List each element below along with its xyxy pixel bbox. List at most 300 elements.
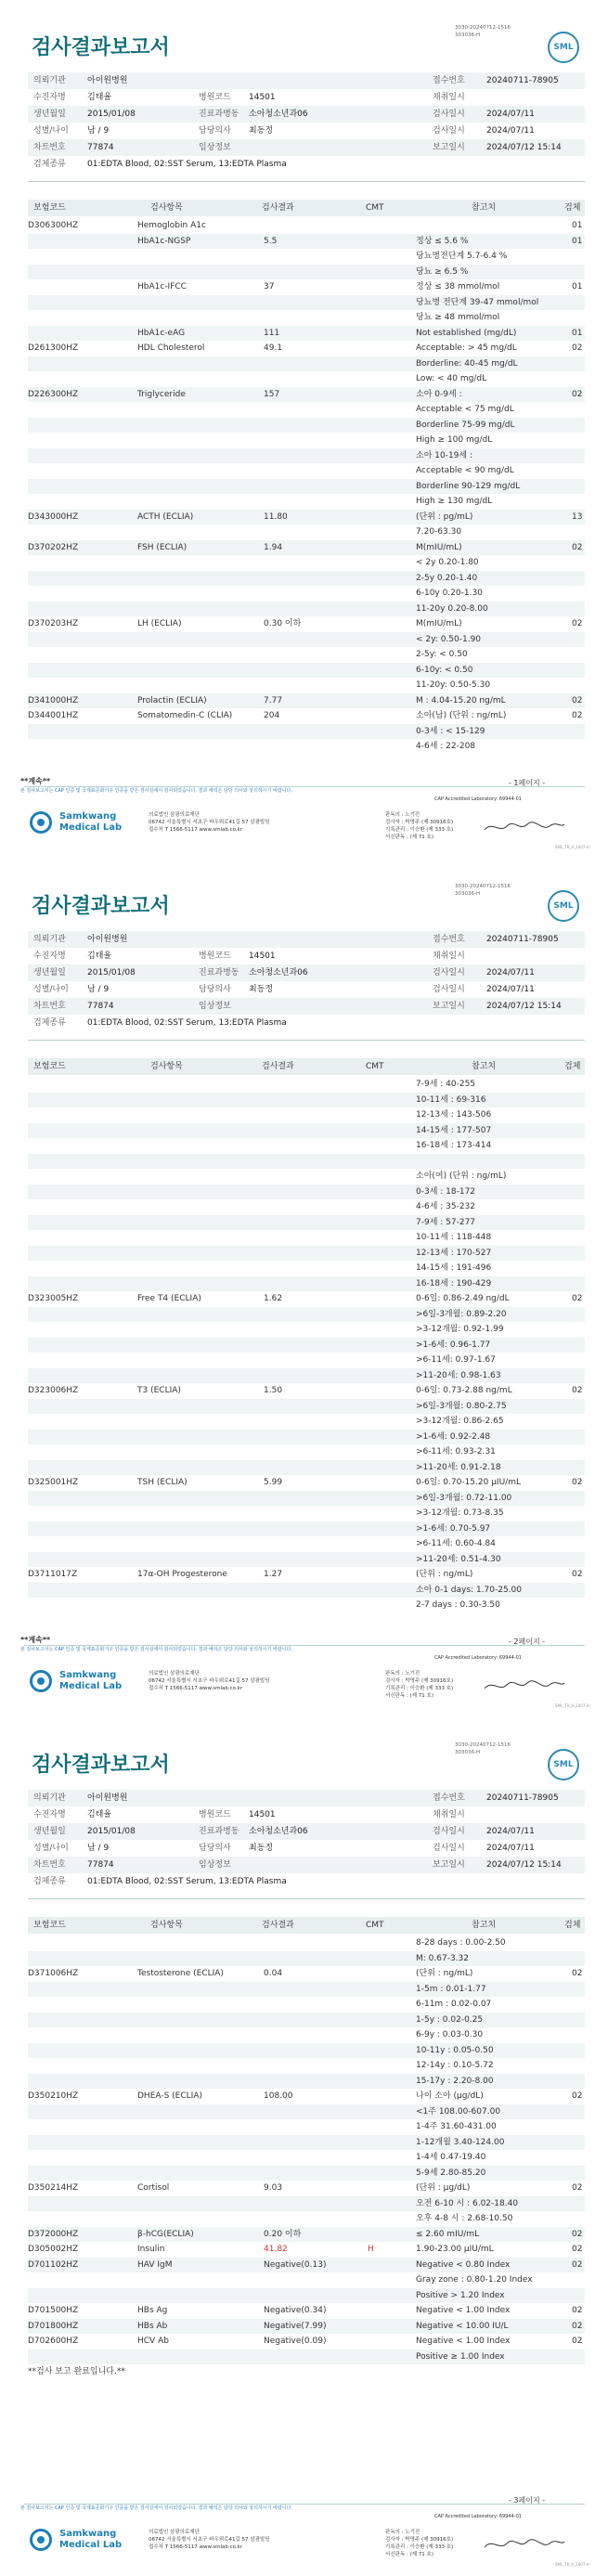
table-row <box>28 2349 585 2365</box>
table-row <box>28 2181 585 2196</box>
header-result: 검사결과 <box>262 1921 294 1930</box>
info-label: 채취일시 <box>433 93 465 102</box>
reference-range: (단위 : pg/mL) <box>416 511 473 522</box>
specimen-code: 02 <box>572 2259 583 2270</box>
table-row <box>28 1552 585 1568</box>
reference-range: >3-12개월: 0.86-2.65 <box>416 1417 504 1426</box>
signature-icon <box>483 1677 566 1694</box>
reference-range: 0-6일: 0.70-15.20 μIU/mL <box>416 1478 521 1487</box>
table-header <box>28 1058 585 1075</box>
info-value: 2024/07/11 <box>486 985 535 994</box>
reference-range: 나이 소아 (μg/dL) <box>416 2091 484 2101</box>
reference-range: Acceptable < 90 mg/dL <box>416 466 514 475</box>
info-label: 차트번호 <box>33 1002 66 1011</box>
info-row <box>28 72 585 89</box>
info-value: 20240711-78905 <box>486 935 559 944</box>
reference-range: >6-11세: 0.60-4.84 <box>416 1539 496 1548</box>
test-item: Prolactin (ECLIA) <box>137 695 207 705</box>
table-row <box>28 2074 585 2090</box>
info-label: 임상정보 <box>199 1002 231 1011</box>
page-number: - 2페이지 - <box>509 1638 546 1646</box>
header-code: 보험코드 <box>33 1921 66 1930</box>
info-value: 01:EDTA Blood, 02:SST Serum, 13:EDTA Plasma <box>87 1018 287 1028</box>
reference-range: 0-6일: 0.86-2.49 ng/dL <box>416 1294 510 1303</box>
info-row <box>28 948 585 964</box>
reference-range: 6-10y: < 0.50 <box>416 665 473 675</box>
reference-range: Low: < 40 mg/dL <box>416 374 487 383</box>
header-item: 검사항목 <box>150 1062 183 1071</box>
info-label: 수진자명 <box>33 951 66 961</box>
reference-range: 0-3세 : 18-172 <box>416 1186 476 1197</box>
reference-range: 1-4세 0.47-19.40 <box>416 2153 486 2162</box>
reference-range: 6-11m : 0.02-0.07 <box>416 2000 492 2009</box>
test-result: Negative(0.13) <box>264 2259 327 2270</box>
reference-range: 소아(여) (단위 : ng/mL) <box>416 1171 507 1181</box>
table-row <box>28 1460 585 1476</box>
reference-range: Negative < 10.00 IU/L <box>416 2321 509 2331</box>
test-item: HCV Ab <box>137 2337 169 2346</box>
signature-icon <box>483 819 566 835</box>
reference-range: >11-20세: 0.91-2.18 <box>416 1462 501 1472</box>
reference-range: 1-12개월 3.40-124.00 <box>416 2137 505 2147</box>
info-label: 접수번호 <box>433 935 465 944</box>
table-row <box>28 2013 585 2028</box>
reference-range: 11-20y 0.20-8.00 <box>416 603 488 614</box>
table-row <box>28 2334 585 2349</box>
info-value: 2024/07/11 <box>486 126 535 136</box>
info-row <box>28 156 585 173</box>
test-result: 0.04 <box>264 1969 283 1978</box>
header-item: 검사항목 <box>150 1921 183 1930</box>
info-value: 2015/01/08 <box>87 110 136 119</box>
info-value: 아이원병원 <box>87 935 128 944</box>
table-row <box>28 2227 585 2243</box>
continue-mark: **계속** <box>20 777 51 785</box>
reference-range: 정상 ≤ 5.6 % <box>416 236 469 246</box>
table-row <box>28 2258 585 2273</box>
info-value <box>249 139 369 156</box>
info-row <box>28 981 585 998</box>
specimen-code: 02 <box>572 2091 583 2101</box>
result-table <box>28 1935 585 2380</box>
specimen-code: 01 <box>572 282 583 291</box>
reference-range: >3-12개월: 0.73-8.35 <box>416 1508 504 1518</box>
report-page <box>0 859 608 1717</box>
specimen-code: 02 <box>572 2321 583 2331</box>
reference-range: 11-20y: 0.50-5.30 <box>416 680 491 690</box>
reference-range: >6-11세: 0.97-1.67 <box>416 1355 496 1365</box>
info-label: 보고일시 <box>433 1002 465 1011</box>
test-result: Negative(7.99) <box>264 2321 327 2331</box>
test-item: HbA1c-IFCC <box>137 282 187 291</box>
table-row <box>28 2027 585 2043</box>
insurance-code: D261300HZ <box>28 343 79 353</box>
table-row <box>28 479 585 495</box>
specimen-code: 01 <box>572 328 583 338</box>
info-value: 김태율 <box>87 93 112 102</box>
table-row <box>28 1567 585 1583</box>
test-item: T3 (ECLIA) <box>137 1386 181 1395</box>
page-number: - 3페이지 - <box>509 2496 546 2505</box>
table-row <box>28 2272 585 2288</box>
test-result: 111 <box>264 328 280 338</box>
table-row <box>28 2150 585 2166</box>
info-label: 병원코드 <box>199 951 231 961</box>
info-row <box>28 89 585 106</box>
table-row <box>28 1444 585 1460</box>
test-result: 0.30 이하 <box>264 619 302 628</box>
info-label: 생년월일 <box>33 968 66 977</box>
table-row <box>28 295 585 311</box>
table-row <box>28 1536 585 1552</box>
info-label: 검사일시 <box>433 1827 465 1836</box>
table-row <box>28 1997 585 2013</box>
table-row <box>28 1077 585 1093</box>
table-row <box>28 2303 585 2319</box>
table-row <box>28 494 585 510</box>
page-number: - 1페이지 - <box>509 779 546 787</box>
reference-range: 2-5y 0.20-1.40 <box>416 573 478 583</box>
insurance-code: D325001HZ <box>28 1478 79 1487</box>
test-result: 1.94 <box>264 542 283 552</box>
table-row <box>28 1199 585 1215</box>
reference-range: 소아(남) (단위 : ng/mL) <box>416 711 507 720</box>
test-item: HDL Cholesterol <box>137 343 205 353</box>
divider <box>28 1898 585 1899</box>
info-value: 2024/07/12 15:14 <box>486 143 562 152</box>
test-result: 1.27 <box>264 1570 283 1579</box>
header-result: 검사결과 <box>262 1062 294 1071</box>
reference-range: < 2y 0.20-1.80 <box>416 558 479 567</box>
table-row <box>28 524 585 540</box>
info-label: 담당의사 <box>199 126 231 136</box>
info-row <box>28 1790 585 1806</box>
info-label: 병원코드 <box>199 93 231 102</box>
reference-range: (단위 : ng/mL) <box>416 1969 473 1978</box>
info-label: 채취일시 <box>433 1810 465 1819</box>
reference-range: >11-20세: 0.51-4.30 <box>416 1554 501 1564</box>
specimen-code: 02 <box>572 619 583 628</box>
specimen-code: 01 <box>572 236 583 246</box>
reference-range: >1-6세: 0.92-2.48 <box>416 1431 491 1442</box>
table-row <box>28 2166 585 2181</box>
test-result: 37 <box>264 282 275 291</box>
continue-mark: **계속** <box>20 1636 51 1644</box>
info-value: 20240711-78905 <box>486 1793 559 1803</box>
test-result: 11.80 <box>264 511 288 522</box>
footer-notice: 본 검사보고서는 CAP 인증 및 국제표준화기구 인증을 받은 검사실에서 검사되었습니다. 결과 해석은 담당 의사와 상의하시기 바랍니다. <box>20 1647 292 1652</box>
info-value: 2015/01/08 <box>87 1827 136 1836</box>
info-value: 77874 <box>87 1002 114 1011</box>
info-value: 아이원병원 <box>87 76 128 85</box>
lab-address: 의료법인 삼광의료재단 06742 서울특별시 서초구 바우뫼로41길 57 삼광빌딩 접수처 T 1566-5117 www.smlab.co.kr <box>149 2530 270 2550</box>
barcode-code: 3030-20240712-1516 303036-H <box>455 1742 511 1755</box>
info-label: 의뢰기관 <box>33 935 66 944</box>
reference-range: 소아 0-9세 : <box>416 389 462 399</box>
info-label: 검사일시 <box>433 110 465 119</box>
specimen-code: 02 <box>572 2183 583 2193</box>
test-item: Insulin <box>137 2245 165 2254</box>
specimen-code: 02 <box>572 2337 583 2346</box>
header-cmt: CMT <box>366 1921 384 1930</box>
table-row <box>28 2242 585 2258</box>
table-row <box>28 2211 585 2227</box>
test-result: 1.50 <box>264 1386 283 1395</box>
reference-range: Not established (mg/dL) <box>416 328 517 338</box>
specimen-code: 02 <box>572 343 583 353</box>
specimen-code: 02 <box>572 2306 583 2315</box>
test-item: Testosterone (ECLIA) <box>137 1969 224 1978</box>
header-cmt: CMT <box>366 1062 384 1071</box>
page-title: 검사결과보고서 <box>32 36 170 59</box>
reference-range: 10-11y : 0.05-0.50 <box>416 2045 494 2055</box>
reference-range: 1.90-23.00 μIU/mL <box>416 2245 494 2254</box>
info-value: 김태율 <box>87 951 112 961</box>
reference-range: 7-9세 : 40-255 <box>416 1080 476 1089</box>
report-page <box>0 0 608 859</box>
info-label: 검사일시 <box>433 985 465 994</box>
info-value: 2024/07/11 <box>486 1844 535 1853</box>
reference-range: 15-17y : 2.20-8.00 <box>416 2076 494 2086</box>
header-code: 보험코드 <box>33 203 66 213</box>
table-row <box>28 341 585 356</box>
table-row <box>28 1276 585 1292</box>
reference-range: 당뇨 ≥ 48 mmol/mol <box>416 313 500 322</box>
table-row <box>28 739 585 755</box>
reference-range: 5-9세 2.80-85.20 <box>416 2168 486 2178</box>
sml-logo-icon: SML <box>548 1749 579 1780</box>
table-row <box>28 1430 585 1445</box>
specimen-code: 02 <box>572 2229 583 2239</box>
reference-range: 1-4주 31.60-431.00 <box>416 2122 497 2131</box>
table-row <box>28 616 585 632</box>
test-item: HbA1c-NGSP <box>137 236 191 246</box>
info-row <box>28 1823 585 1840</box>
reference-range: Positive ≥ 1.00 Index <box>416 2351 505 2362</box>
table-row <box>28 1154 585 1170</box>
reference-range: 4-6세 : 35-232 <box>416 1202 476 1211</box>
info-row <box>28 1806 585 1823</box>
reference-range: M : 4.04-15.20 ng/mL <box>416 695 506 705</box>
samkwang-name: Samkwang Medical Lab <box>59 811 123 833</box>
table-row <box>28 1583 585 1599</box>
info-value: 소아청소년과06 <box>249 110 308 119</box>
insurance-code: D305002HZ <box>28 2245 79 2254</box>
reference-range: 오전 6-10 시 : 6.02-18.40 <box>416 2198 519 2208</box>
specimen-code: 02 <box>572 2245 583 2254</box>
table-row <box>28 1184 585 1200</box>
header-ref: 참고치 <box>472 1921 497 1930</box>
reference-range: ≤ 2.60 mIU/mL <box>416 2229 480 2239</box>
samkwang-logo-icon <box>30 2529 52 2551</box>
info-label: 임상정보 <box>199 143 231 152</box>
sml-logo-icon: SML <box>548 32 579 63</box>
info-label: 생년월일 <box>33 110 66 119</box>
test-result: 204 <box>264 711 280 720</box>
insurance-code: D371006HZ <box>28 1969 79 1978</box>
info-row <box>28 106 585 123</box>
reference-range: 0-3세 : < 15-129 <box>416 726 485 736</box>
table-row <box>28 1475 585 1491</box>
cap-accreditation: CAP Accredited Laboratory: 69944-01 <box>434 2514 522 2519</box>
info-value: 2015/01/08 <box>87 968 136 977</box>
reference-range: >11-20세: 0.98-1.63 <box>416 1370 501 1380</box>
header-code: 보험코드 <box>33 1062 66 1071</box>
test-item: Triglyceride <box>137 389 186 399</box>
report-page <box>0 1717 608 2576</box>
signer-info: 판독의 : 노기진 검사자 : 박명주 (제 30916호) 기록관리 : 이승환 (제 333 호) 서신판독 : (제 71 호) <box>385 812 454 840</box>
specimen-code: 02 <box>572 1386 583 1395</box>
table-row <box>28 1123 585 1139</box>
info-value: 2024/07/11 <box>486 968 535 977</box>
table-row <box>28 234 585 250</box>
info-label: 검사일시 <box>433 968 465 977</box>
table-row <box>28 2119 585 2135</box>
table-row <box>28 1322 585 1338</box>
info-label: 진료과병동 <box>199 1827 239 1836</box>
reference-range: M(mIU/mL) <box>416 619 462 628</box>
table-row <box>28 387 585 403</box>
test-item: LH (ECLIA) <box>137 619 182 628</box>
reference-range: Negative < 1.00 Index <box>416 2337 511 2346</box>
info-label: 진료과병동 <box>199 968 239 977</box>
samkwang-logo-icon <box>30 1670 52 1692</box>
table-row <box>28 2058 585 2074</box>
cap-accreditation: CAP Accredited Laboratory: 69944-01 <box>434 1655 522 1661</box>
table-row <box>28 1230 585 1246</box>
reference-range: 2-7 days : 0.30-3.50 <box>416 1600 500 1610</box>
barcode-code: 3030-20240712-1516 303036-H <box>455 25 511 38</box>
table-row <box>28 265 585 280</box>
barcode-code: 3030-20240712-1516 303036-H <box>455 884 511 897</box>
reference-range: >6일-3개월: 0.80-2.75 <box>416 1401 507 1411</box>
test-item: TSH (ECLIA) <box>137 1478 188 1487</box>
table-row <box>28 418 585 434</box>
test-item: HBs Ab <box>137 2321 168 2331</box>
info-value: 소아청소년과06 <box>249 968 308 977</box>
reference-range: 당뇨 ≥ 6.5 % <box>416 266 469 277</box>
insurance-code: D701500HZ <box>28 2306 79 2315</box>
info-value: 2024/07/11 <box>486 1827 535 1836</box>
reference-range: 2-5y: < 0.50 <box>416 650 468 659</box>
info-label: 검체종류 <box>33 1877 66 1886</box>
signature-icon <box>483 2536 566 2553</box>
info-label: 담당의사 <box>199 985 231 994</box>
reference-range: 0-6일: 0.73-2.88 ng/mL <box>416 1386 512 1395</box>
table-row <box>28 2288 585 2304</box>
patient-info <box>28 1790 585 1890</box>
info-value: 77874 <box>87 1860 114 1870</box>
insurance-code: D702600HZ <box>28 2337 79 2346</box>
reference-range: 12-13세 : 170-527 <box>416 1248 492 1258</box>
table-row <box>28 1982 585 1998</box>
table-row <box>28 371 585 387</box>
reference-range: >6일-3개월: 0.89-2.20 <box>416 1309 507 1319</box>
insurance-code: D344001HZ <box>28 711 79 720</box>
test-result: 0.20 이하 <box>264 2229 302 2239</box>
reference-range: 14-15세 : 191-496 <box>416 1263 492 1273</box>
info-label: 성별/나이 <box>33 985 69 994</box>
info-value <box>249 998 369 1015</box>
insurance-code: D323006HZ <box>28 1386 79 1395</box>
reference-range: Borderline: 40-45 mg/dL <box>416 358 518 369</box>
insurance-code: D370203HZ <box>28 619 79 628</box>
footer-notice: 본 검사보고서는 CAP 인증 및 국제표준화기구 인증을 받은 검사실에서 검사되었습니다. 결과 해석은 담당 의사와 상의하시기 바랍니다. <box>20 788 292 794</box>
header-specimen: 검체 <box>564 1062 581 1071</box>
info-label: 채취일시 <box>433 951 465 961</box>
reference-range: >6-11세: 0.93-2.31 <box>416 1447 496 1456</box>
result-table <box>28 1077 585 1613</box>
info-label: 의뢰기관 <box>33 1793 66 1803</box>
info-label: 검체종류 <box>33 160 66 169</box>
header-cmt: CMT <box>366 203 384 213</box>
table-row <box>28 1291 585 1307</box>
info-row <box>28 1857 585 1873</box>
info-label: 보고일시 <box>433 143 465 152</box>
reference-range: Negative < 1.00 Index <box>416 2306 511 2315</box>
reference-range: 12-14y : 0.10-5.72 <box>416 2061 494 2070</box>
table-row <box>28 1169 585 1184</box>
specimen-code: 02 <box>572 542 583 552</box>
reference-range: 1-5y : 0.02-0.25 <box>416 2014 484 2025</box>
info-value: 14501 <box>249 1810 276 1819</box>
table-row <box>28 1338 585 1353</box>
test-item: HBs Ag <box>137 2306 168 2315</box>
table-row <box>28 433 585 448</box>
info-label: 검체종류 <box>33 1018 66 1028</box>
info-value: 2024/07/11 <box>486 110 535 119</box>
table-row <box>28 1414 585 1430</box>
table-row <box>28 1353 585 1368</box>
result-table <box>28 218 585 755</box>
header-specimen: 검체 <box>564 1921 581 1930</box>
reference-range: Positive > 1.20 Index <box>416 2290 505 2300</box>
table-row <box>28 2104 585 2120</box>
info-value: 2024/07/12 15:14 <box>486 1002 562 1011</box>
info-value: 최동정 <box>249 126 274 136</box>
samkwang-name: Samkwang Medical Lab <box>59 1670 123 1691</box>
table-header <box>28 1917 585 1934</box>
lab-address: 의료법인 삼광의료재단 06742 서울특별시 서초구 바우뫼로41길 57 삼광빌딩 접수처 T 1566-5117 www.smlab.co.kr <box>149 1671 270 1691</box>
info-label: 수진자명 <box>33 93 66 102</box>
info-label: 수진자명 <box>33 1810 66 1819</box>
reference-range: 10-11세 : 118-448 <box>416 1233 492 1242</box>
reference-range: >1-6세: 0.70-5.97 <box>416 1523 491 1534</box>
table-row <box>28 463 585 479</box>
table-row <box>28 571 585 587</box>
test-item: Free T4 (ECLIA) <box>137 1294 201 1303</box>
result-flag: H <box>368 2245 374 2254</box>
info-row <box>28 139 585 156</box>
insurance-code: D350210HZ <box>28 2091 79 2101</box>
reference-range: Borderline 75-99 mg/dL <box>416 420 515 430</box>
final-note: **검사 보고 완료입니다.** <box>28 2367 125 2376</box>
reference-range: Borderline 90-129 mg/dL <box>416 481 521 491</box>
samkwang-name: Samkwang Medical Lab <box>59 2529 123 2550</box>
divider <box>28 181 585 182</box>
table-row <box>28 678 585 693</box>
test-result: 9.03 <box>264 2183 283 2193</box>
table-row <box>28 279 585 295</box>
page-title: 검사결과보고서 <box>32 895 170 918</box>
table-row <box>28 1383 585 1399</box>
info-label: 차트번호 <box>33 1860 66 1870</box>
test-item: Hemoglobin A1c <box>137 221 206 230</box>
samkwang-logo <box>30 2527 141 2555</box>
info-row <box>28 998 585 1015</box>
info-value: 14501 <box>249 951 276 961</box>
reference-range: 6-9y : 0.03-0.30 <box>416 2030 484 2039</box>
